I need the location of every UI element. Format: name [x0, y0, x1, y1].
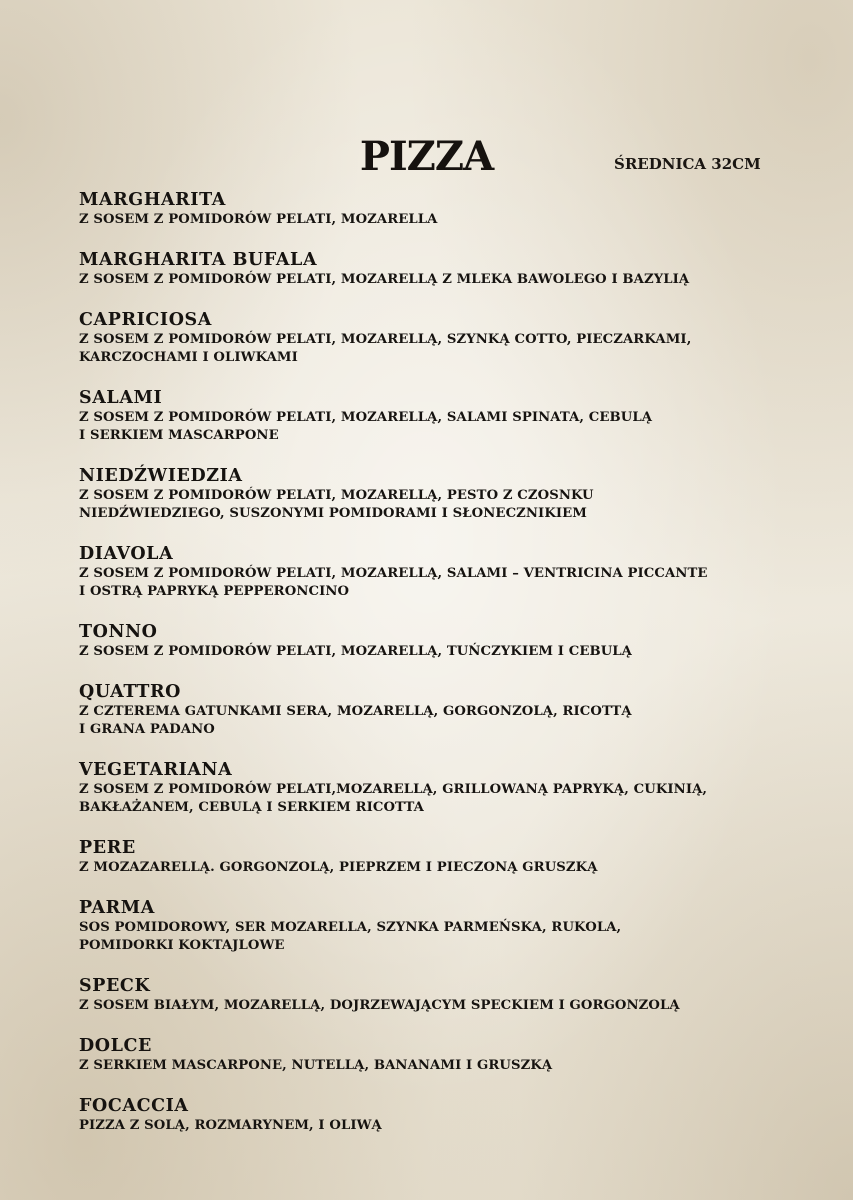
menu-item-name: DOLCE: [79, 1036, 152, 1056]
menu-item-name: DIAVOLA: [79, 544, 174, 564]
menu-item: [79, 1035, 799, 1075]
menu-item-description: Z SOSEM Z POMIDORÓW PELATI, MOZARELLĄ Z MLEKA BAWOLEGO I BAZYLIĄ: [79, 272, 690, 287]
menu-item: [79, 975, 799, 1015]
menu-item-name: VEGETARIANA: [79, 760, 233, 780]
menu-item-description: BAKŁAŻANEM, CEBULĄ I SERKIEM RICOTTA: [79, 800, 425, 815]
menu-item-description: Z SOSEM Z POMIDORÓW PELATI, MOZARELLĄ, SALAMI SPINATA, CEBULĄ: [79, 410, 653, 425]
menu-item-description: Z SOSEM Z POMIDORÓW PELATI, MOZARELLĄ, TUŃCZYKIEM I CEBULĄ: [79, 644, 633, 659]
menu-item: [79, 249, 799, 289]
menu-item-description: KARCZOCHAMI I OLIWKAMI: [79, 350, 298, 365]
menu-item-description: Z CZTEREMA GATUNKAMI SERA, MOZARELLĄ, GORGONZOLĄ, RICOTTĄ: [79, 704, 632, 719]
menu-item-name: FOCACCIA: [79, 1096, 189, 1116]
menu-item-name: MARGHARITA BUFALA: [79, 250, 318, 270]
menu-item-name: NIEDŹWIEDZIA: [79, 466, 243, 486]
menu-item: [79, 189, 799, 229]
menu-item: [79, 759, 799, 817]
menu-item-description: Z SERKIEM MASCARPONE, NUTELLĄ, BANANAMI I GRUSZKĄ: [79, 1058, 553, 1073]
menu-item-description: NIEDŹWIEDZIEGO, SUSZONYMI POMIDORAMI I SŁONECZNIKIEM: [79, 506, 588, 521]
menu-item: [79, 837, 799, 877]
menu-item: [79, 1095, 799, 1135]
page-title: PIZZA: [359, 133, 494, 180]
menu-item-name: PERE: [79, 838, 136, 858]
menu-item-description: I OSTRĄ PAPRYKĄ PEPPERONCINO: [79, 584, 350, 599]
menu-item-name: SPECK: [79, 976, 151, 996]
menu-item-name: QUATTRO: [79, 682, 181, 702]
menu-item: [79, 543, 799, 601]
menu-item: [79, 465, 799, 523]
menu-item-description: I GRANA PADANO: [79, 722, 215, 737]
menu-item-description: Z SOSEM BIAŁYM, MOZARELLĄ, DOJRZEWAJĄCYM SPECKIEM I GORGONZOLĄ: [79, 998, 680, 1013]
menu-item-description: SOS POMIDOROWY, SER MOZARELLA, SZYNKA PARMEŃSKA, RUKOLA,: [79, 920, 622, 935]
menu-item-description: Z SOSEM Z POMIDORÓW PELATI, MOZARELLĄ, PESTO Z CZOSNKU: [79, 488, 594, 503]
menu-item-description: PIZZA Z SOLĄ, ROZMARYNEM, I OLIWĄ: [79, 1118, 382, 1133]
menu-item-description: POMIDORKI KOKTAJLOWE: [79, 938, 285, 953]
menu-item-description: Z SOSEM Z POMIDORÓW PELATI, MOZARELLA: [79, 212, 438, 227]
menu-item-name: PARMA: [79, 898, 155, 918]
menu-item-name: MARGHARITA: [79, 190, 226, 210]
pizza-diameter-note: ŚREDNICA 32CM: [614, 155, 761, 173]
menu-item-description: Z MOZAZARELLĄ. GORGONZOLĄ, PIEPRZEM I PIECZONĄ GRUSZKĄ: [79, 860, 598, 875]
menu-item-name: TONNO: [79, 622, 158, 642]
menu-item: [79, 387, 799, 445]
menu-item-name: CAPRICIOSA: [79, 310, 212, 330]
menu-item-description: Z SOSEM Z POMIDORÓW PELATI, MOZARELLĄ, SALAMI – VENTRICINA PICCANTE: [79, 566, 708, 581]
menu-item-name: SALAMI: [79, 388, 163, 408]
menu-item-description: Z SOSEM Z POMIDORÓW PELATI,MOZARELLĄ, GRILLOWANĄ PAPRYKĄ, CUKINIĄ,: [79, 782, 708, 797]
pizza-menu-list: [79, 189, 799, 1135]
menu-item: [79, 681, 799, 739]
menu-item: [79, 897, 799, 955]
menu-item: [79, 309, 799, 367]
menu-item-description: Z SOSEM Z POMIDORÓW PELATI, MOZARELLĄ, SZYNKĄ COTTO, PIECZARKAMI,: [79, 332, 692, 347]
menu-item-description: I SERKIEM MASCARPONE: [79, 428, 279, 443]
menu-item: [79, 621, 799, 661]
